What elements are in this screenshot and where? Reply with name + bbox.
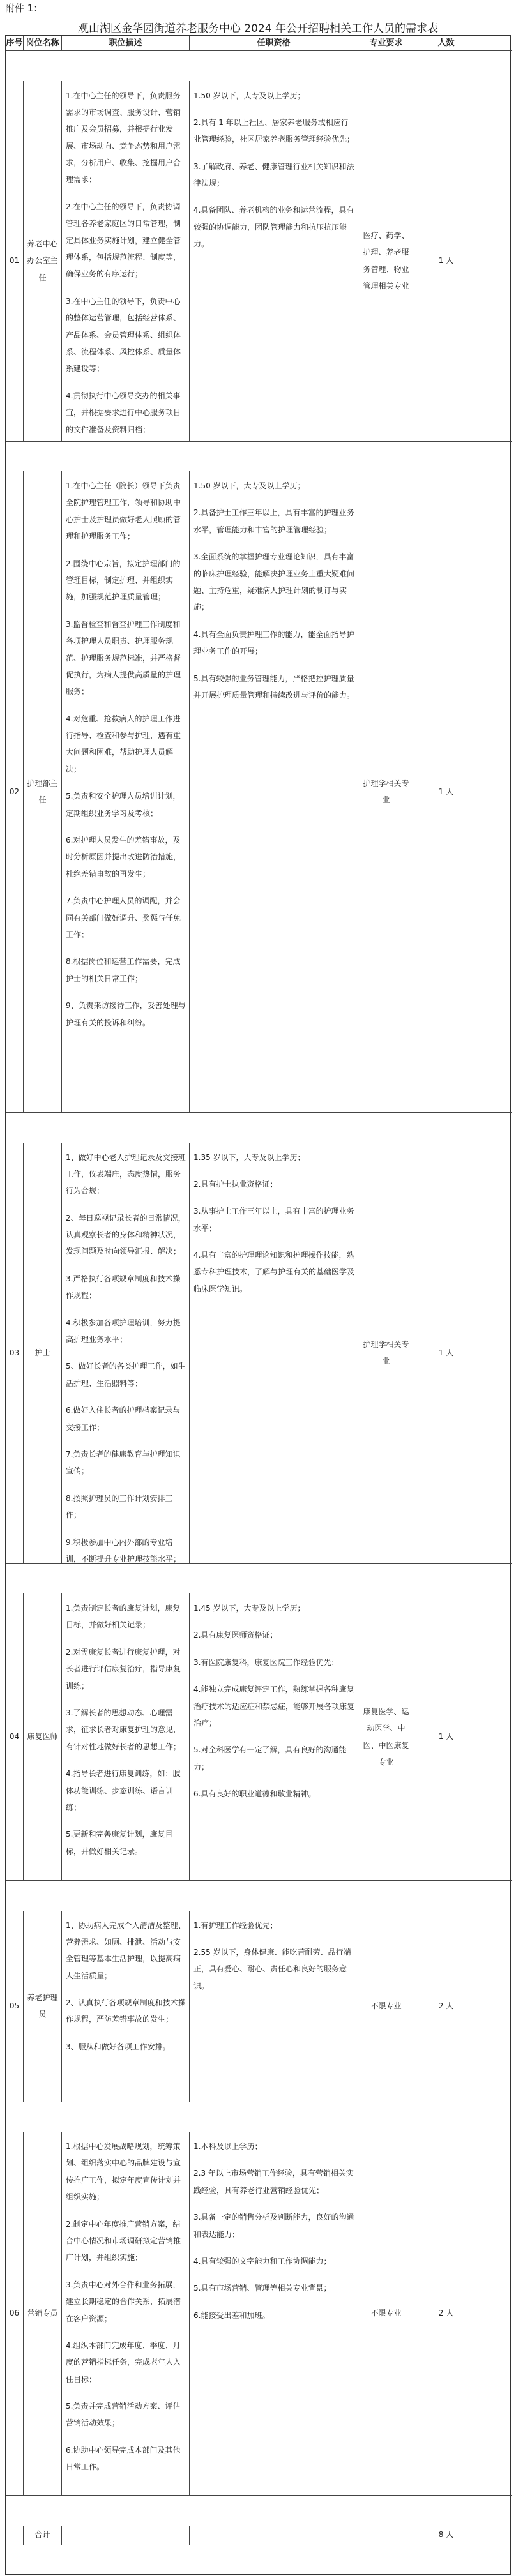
qualifications [190,2132,358,2496]
job-description [62,2132,190,2496]
qualifications-item: 4.具有全面负责护理工作的能力，能全面指导护理业务工作的开展； [194,629,354,656]
qualifications [190,471,358,1113]
job-description-item: 2.在中心主任的领导下，负责协调管理各养老家庭区的日常管理，制定具体业务实施计划，建立健全管理体系，包括规范流程、制度等，确保业务的有序运行； [66,202,181,279]
qualifications-item: 4.能独立完成康复评定工作，熟练掌握各种康复治疗技术的适应症和禁忌症，能够开展各项康复治疗； [194,1685,355,1728]
job-description-item: 3.严格执行各项规章制度和技术操作规程； [66,1274,181,1300]
job-description-item: 7.负责中心护理人员的调配，并会同有关部门做好调升、奖惩与任免工作； [66,896,181,939]
qualifications-item: 2.具有 1 年以上社区、居家养老服务或相应行业管理经验，社区居家养老服务管理经验优先； [194,117,355,144]
qualifications-item: 4.具备团队、养老机构的业务和运营流程，具有较强的协调能力，团队管理能力和抗压抗压能力。 [194,206,354,249]
qualifications-item: 4.具有丰富的护理理论知识和护理操作技能，熟悉专科护理技术，了解与护理有关的基础医学及临床医学知识。 [194,1251,355,1293]
qualifications-item: 6.能接受出差和加班。 [194,2310,270,2320]
position-name: 营销专员 [24,2132,62,2496]
job-description-item: 3.在中心主任的领导下，负责中心的整体运营管理，包括经营体系、产品体系、会员管理体系、组织体系、流程体系、风控体系、质量体系建设等； [66,296,181,373]
job-description-item: 8.按照护理员的工作计划安排工作； [66,1493,173,1520]
header-filler [478,36,512,51]
row-number: 03 [6,1143,24,1564]
job-description-item: 5、做好长者的各类护理工作，如生活护理、生活照料等； [66,1362,186,1388]
job-description-item: 2、认真执行各项规章制度和技术操作规程，严防差错事故的发生； [66,1998,186,2024]
header-description: 职位描述 [62,36,190,51]
job-description-item: 2、每日巡视记录长者的日常情况，认真观察长者的身体和精神状况，发现问题及时向领导汇报、解决； [66,1213,186,1256]
qualifications-item: 5.具有较强的业务管理能力，严格把控护理质量并开展护理质量管理和持续改进与评价的能力。 [194,674,355,700]
attachment-label: 附件 1： [5,3,43,14]
row-number: 05 [6,1911,24,2102]
job-description-item: 3.监督检查和督查护理工作制度和各项护理人员职责、护理服务规范、护理服务规范标准，并严格督促执行，为病人提供高质量的护理服务； [66,619,181,697]
total-filler [478,2526,512,2545]
job-description-item: 6.协助中心领导完成本部门及其他日常工作。 [66,2445,181,2472]
headcount: 1 人 [414,1143,478,1564]
qualifications [190,1911,358,2102]
qualifications-item: 2.具有康复医师资格证； [194,1631,278,1640]
qualifications-item: 1.50 岁以下，大专及以上学历； [194,91,305,100]
total-filler [358,2526,414,2545]
total-filler [62,2526,190,2545]
position-name: 护理部主任 [24,471,62,1113]
qualifications-item: 1.50 岁以下，大专及以上学历； [194,481,305,490]
major-requirement: 护理学相关专业 [358,471,414,1113]
page-title: 观山湖区金华园街道养老服务中心 2024 年公开招聘相关工作人员的需求表 [77,22,439,35]
row-number: 02 [6,471,24,1113]
job-description-item: 1、做好中心老人护理记录及交接班工作，仪表端庄，态度热情，服务行为合规； [66,1152,186,1196]
qualifications-item: 2.具备护士工作三年以上，具有丰富的护理业务水平，管理能力和丰富的护理管理经验； [194,508,354,534]
qualifications-item: 5.具有市场营销、管理等相关专业背景； [194,2284,331,2293]
job-description-item: 7.负责长者的健康教育与护理知识宣传； [66,1449,181,1476]
total-label: 合计 [24,2526,62,2545]
job-description [62,81,190,442]
qualifications-item: 1.45 岁以下，大专及以上学历； [194,1604,305,1613]
qualifications [190,1593,358,1881]
headcount: 1 人 [414,471,478,1113]
major-requirement: 不限专业 [358,2132,414,2496]
job-description [62,1911,190,2102]
headcount: 2 人 [414,1911,478,2102]
job-description-item: 3.了解长者的思想动态、心理需求，征求长者对康复护理的意见，有针对性地做好长者的思想工作； [66,1708,181,1751]
qualifications-item: 4.具有较强的文字能力和工作协调能力； [194,2256,331,2266]
job-description-item: 9.积极参加中心内外部的专业培训，不断提升专业护理技能水平； [66,1537,181,1563]
job-description-item: 1.在中心主任的领导下，负责服务需求的市场调查、服务设计、营销推广及会员招募，并根据行业发展、市场动向、竞争态势和用户需求，分析用户、收集、挖掘用户合理需求； [66,91,181,185]
headcount: 2 人 [414,2132,478,2496]
row-filler [478,1143,512,1564]
job-description-item: 1、协助病人完成个人清洁及整理、营养需求、如厕、排泄、活动与安全管理等基本生活护理，以提高病人生活质量； [66,1920,186,1980]
qualifications-item: 2.具有护士执业资格证； [194,1179,278,1189]
header-qualifications: 任职资格 [190,36,358,51]
job-description-item: 5.更新和完善康复计划，康复目标，并做好相关记录。 [66,1830,173,1856]
job-description [62,1593,190,1881]
row-number: 01 [6,81,24,442]
major-requirement: 医疗、药学、护理、养老服务管理、物业管理相关专业 [358,81,414,442]
job-description-item: 2.制定中心年度推广营销方案，结合中心情况和市场调研拟定营销推广计划，并组织实施； [66,2219,181,2263]
job-description-item: 2.对需康复长者进行康复护理，对长者进行评估康复治疗，指导康复训练； [66,1647,181,1691]
position-name: 养老护理员 [24,1911,62,2102]
row-filler [478,2132,512,2496]
job-description [62,1143,190,1564]
row-number: 06 [6,2132,24,2496]
job-description-item: 4.对危重、抢救病人的护理工作进行指导、检查和参与护理，遇有重大问题和困难，帮助护理人员解决； [66,714,181,774]
total-filler [190,2526,358,2545]
qualifications-item: 3.从事护士工作三年以上，具有丰富的护理业务水平； [194,1207,354,1233]
qualifications-item: 6.具有良好的职业道德和敬业精神。 [194,1789,316,1799]
qualifications-item: 1.有护理工作经验优先； [194,1920,278,1930]
header-num: 序号 [6,36,24,51]
qualifications-item: 3.全面系统的掌握护理专业理论知识，具有丰富的临床护理经验，能解决护理业务上重大疑难问题、主持危重，疑难病人护理计划的制订与实施； [194,552,355,612]
row-filler [478,471,512,1113]
header-major: 专业要求 [358,36,414,51]
job-description-item: 4.组织本部门完成年度、季度、月度的营销指标任务，完成老年人入住目标； [66,2340,181,2384]
job-description-item: 1.根据中心发展战略规划，统筹策划、组织落实中心的品牌建设与宣传推广工作，拟定年度宣传计划并组织实施； [66,2142,181,2202]
qualifications [190,81,358,442]
major-requirement: 不限专业 [358,1911,414,2102]
job-description-item: 3、服从和做好各项工作安排。 [66,2042,171,2051]
qualifications-item: 5.对全科医学有一定了解，具有良好的沟通能力； [194,1745,347,1772]
header-count: 人数 [414,36,478,51]
total-count: 8 人 [414,2526,478,2545]
qualifications-item: 2.3 年以上市场营销工作经验，具有营销相关实践经验，具有养老行业营销经验优先； [194,2169,354,2195]
qualifications-item: 1.35 岁以下，大专及以上学历； [194,1152,305,1162]
qualifications-item: 3.有医院康复科，康复医院工作经验优先； [194,1657,339,1667]
job-description-item: 5.负责并完成营销活动方案、评估营销活动效果； [66,2402,181,2428]
job-description [62,471,190,1113]
job-description-item: 4.积极参加各项护理培训，努力提高护理业务水平； [66,1318,181,1344]
job-description-item: 1.在中心主任（院长）领导下负责全院护理管理工作，领导和协助中心护士及护理员做好老人照顾的管理和护理服务工作； [66,481,181,541]
major-requirement: 康复医学、运动医学、中医、中医康复专业 [358,1593,414,1881]
job-description-item: 6.对护理人员发生的差错事故，及时分析原因并提出改进防治措施，杜绝差错事故的再发生； [66,836,181,878]
qualifications-item: 3.了解政府、养老、健康管理行业相关知识和法律法规； [194,162,354,188]
job-description-item: 4.指导长者进行康复训练，如：肢体功能训练、步态训练、语言训练； [66,1769,181,1812]
qualifications [190,1143,358,1564]
qualifications-item: 3.具备一定的销售分析及判断能力，良好的沟通和表达能力； [194,2213,354,2239]
header-position: 岗位名称 [24,36,62,51]
qualifications-item: 2.55 岁以下，身体健康、能吃苦耐劳、品行端正，具有爱心、耐心、责任心和良好的服务意识。 [194,1947,351,1991]
job-description-item: 2.围绕中心宗旨，拟定护理部门的管理目标，制定护理、并组织实施，加强规范护理质量管理； [66,559,181,602]
position-name: 养老中心办公室主任 [24,81,62,442]
row-filler [478,1911,512,2102]
qualifications-item: 1.本科及以上学历； [194,2142,262,2151]
position-name: 康复医师 [24,1593,62,1881]
job-description-item: 6.做好入住长者的护理档案记录与交接工作； [66,1406,181,1432]
job-description-item: 8.根据岗位和运营工作需要，完成护士的相关日常工作； [66,957,181,983]
row-filler [478,81,512,442]
requirements-table [5,35,511,2575]
total-filler [6,2526,24,2545]
job-description-item: 4.贯彻执行中心领导交办的相关事宜，并根据要求进行中心服务项目的文件准备及资料归档； [66,391,181,434]
headcount: 1 人 [414,81,478,442]
row-filler [478,1593,512,1881]
job-description-item: 1.负责制定长者的康复计划，康复目标，并做好相关记录； [66,1604,181,1630]
headcount: 1 人 [414,1593,478,1881]
major-requirement: 护理学相关专业 [358,1143,414,1564]
job-description-item: 9、负责来访接待工作，妥善处理与护理有关的投诉和纠纷。 [66,1001,186,1027]
row-number: 04 [6,1593,24,1881]
position-name: 护士 [24,1143,62,1564]
job-description-item: 5.负责和安全护理人员培训计划，定期组织业务学习及考核； [66,792,181,818]
job-description-item: 3.负责中心对外合作和业务拓展，建立长期稳定的合作关系，拓展潜在客户资源； [66,2280,181,2323]
